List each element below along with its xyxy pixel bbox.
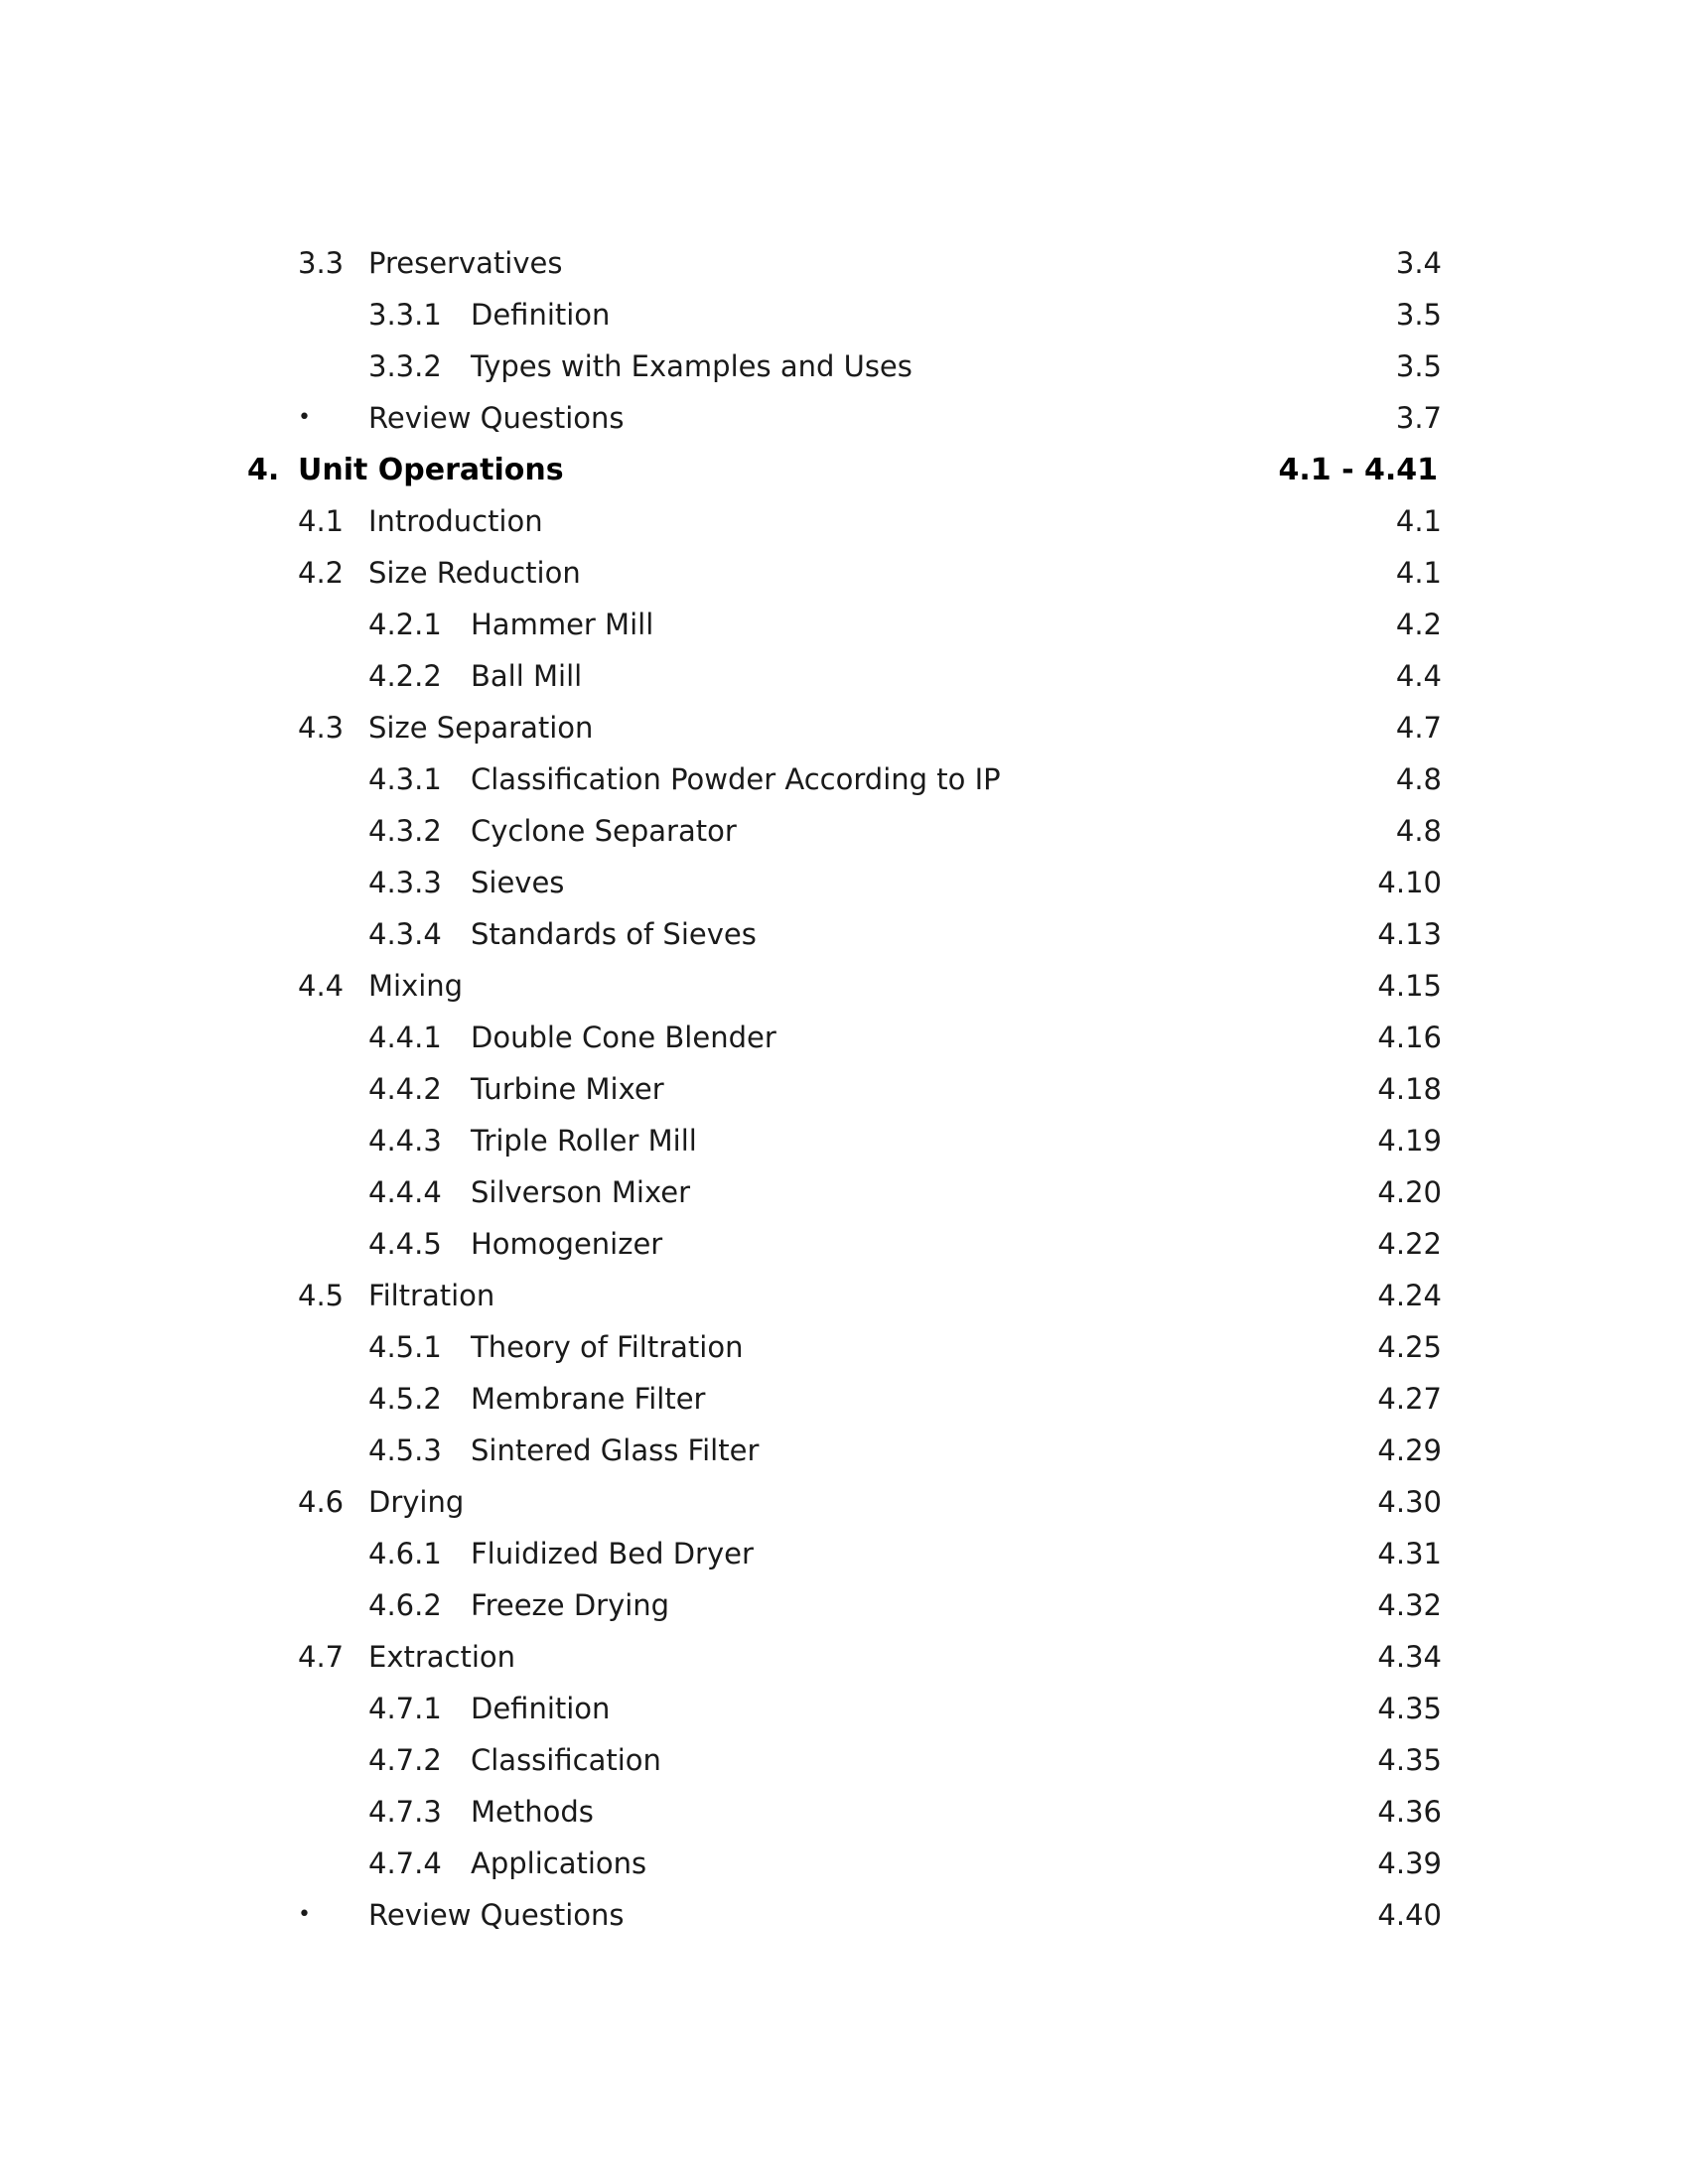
toc-page-number: 3.5 <box>1395 298 1442 332</box>
toc-entry-number: 4.6.1 <box>368 1537 442 1570</box>
toc-page-number: 4.1 <box>1395 504 1442 538</box>
toc-entry-title: Ball Mill <box>471 659 583 693</box>
toc-page-number: 4.29 <box>1377 1433 1442 1467</box>
toc-page-number: 4.34 <box>1377 1640 1442 1674</box>
toc-entry-number: 4.4.4 <box>368 1175 442 1209</box>
toc-entry-row[interactable] <box>0 1537 1688 1588</box>
toc-entry-number: 4.2.2 <box>368 659 442 693</box>
toc-entry-row[interactable] <box>0 608 1688 659</box>
toc-entry-number: 4.7.4 <box>368 1846 442 1880</box>
toc-entry-number: 4.5.2 <box>368 1382 442 1416</box>
toc-entry-title: Extraction <box>368 1640 516 1674</box>
toc-entry-number: 3.3.1 <box>368 298 442 332</box>
toc-entry-row[interactable] <box>0 401 1688 453</box>
toc-page-number: 4.8 <box>1395 814 1442 848</box>
toc-chapter-row[interactable] <box>0 453 1688 504</box>
toc-entry-title: Filtration <box>368 1279 495 1312</box>
toc-page-number: 4.31 <box>1377 1537 1442 1570</box>
toc-entry-title: Membrane Filter <box>471 1382 706 1416</box>
toc-entry-row[interactable] <box>0 917 1688 969</box>
toc-entry-title: Drying <box>368 1485 465 1519</box>
toc-entry-row[interactable] <box>0 1795 1688 1846</box>
toc-entry-title: Turbine Mixer <box>471 1072 664 1106</box>
toc-entry-row[interactable] <box>0 1692 1688 1743</box>
toc-entry-title: Review Questions <box>368 1898 625 1932</box>
toc-entry-title: Definition <box>471 298 611 332</box>
toc-entry-title: Freeze Drying <box>471 1588 670 1622</box>
toc-entry-row[interactable] <box>0 1640 1688 1692</box>
toc-entry-row[interactable] <box>0 659 1688 711</box>
toc-entry-number: 4.7.2 <box>368 1743 442 1777</box>
toc-entry-number: 4.4.3 <box>368 1124 442 1158</box>
toc-entry-number: 4.5.3 <box>368 1433 442 1467</box>
toc-entry-number: 4.4.2 <box>368 1072 442 1106</box>
toc-entry-title: Classification <box>471 1743 661 1777</box>
toc-entry-number: 4.7.3 <box>368 1795 442 1829</box>
toc-entry-row[interactable] <box>0 1124 1688 1175</box>
toc-page-number: 4.10 <box>1377 866 1442 899</box>
toc-entry-number: 4.4.5 <box>368 1227 442 1261</box>
toc-entry-title: Sieves <box>471 866 565 899</box>
toc-entry-row[interactable] <box>0 349 1688 401</box>
toc-entry-title: Applications <box>471 1846 647 1880</box>
toc-page-number: 4.18 <box>1377 1072 1442 1106</box>
toc-entry-row[interactable] <box>0 246 1688 298</box>
toc-entry-title: Definition <box>471 1692 611 1725</box>
toc-entry-row[interactable] <box>0 1485 1688 1537</box>
toc-entry-row[interactable] <box>0 1072 1688 1124</box>
toc-page-number: 4.15 <box>1377 969 1442 1003</box>
toc-entry-number: 4.7 <box>298 1640 345 1674</box>
toc-entry-title: Standards of Sieves <box>471 917 757 951</box>
toc-entry-row[interactable] <box>0 298 1688 349</box>
toc-page-number: 4.35 <box>1377 1743 1442 1777</box>
toc-entry-row[interactable] <box>0 711 1688 762</box>
toc-page-number: 4.40 <box>1377 1898 1442 1932</box>
toc-entry-title: Unit Operations <box>298 453 564 487</box>
toc-entry-row[interactable] <box>0 1175 1688 1227</box>
toc-entry-number: 4.2.1 <box>368 608 442 641</box>
toc-entry-row[interactable] <box>0 1846 1688 1898</box>
toc-page-number: 4.19 <box>1377 1124 1442 1158</box>
toc-entry-title: Double Cone Blender <box>471 1021 776 1054</box>
toc-entry-title: Types with Examples and Uses <box>471 349 913 383</box>
toc-entry-number: 4.4 <box>298 969 345 1003</box>
toc-page-number: 4.16 <box>1377 1021 1442 1054</box>
toc-entry-row[interactable] <box>0 1588 1688 1640</box>
toc-page-number: 4.39 <box>1377 1846 1442 1880</box>
toc-entry-number: 4. <box>247 453 280 487</box>
toc-entry-row[interactable] <box>0 1433 1688 1485</box>
toc-entry-title: Preservatives <box>368 246 563 280</box>
toc-entry-row[interactable] <box>0 556 1688 608</box>
toc-entry-number: 4.3.4 <box>368 917 442 951</box>
toc-page-number: 4.7 <box>1395 711 1442 745</box>
toc-page-number: 4.24 <box>1377 1279 1442 1312</box>
toc-entry-row[interactable] <box>0 1382 1688 1433</box>
toc-entry-title: Mixing <box>368 969 464 1003</box>
toc-entry-row[interactable] <box>0 504 1688 556</box>
toc-entry-number: 4.6.2 <box>368 1588 442 1622</box>
toc-entry-title: Sintered Glass Filter <box>471 1433 760 1467</box>
toc-entry-title: Homogenizer <box>471 1227 663 1261</box>
toc-page-number: 4.22 <box>1377 1227 1442 1261</box>
toc-page-number: 4.25 <box>1377 1330 1442 1364</box>
toc-entry-title: Size Separation <box>368 711 594 745</box>
toc-entry-number: 3.3 <box>298 246 345 280</box>
toc-entry-title: Introduction <box>368 504 543 538</box>
toc-entry-title: Cyclone Separator <box>471 814 737 848</box>
toc-entry-number: 4.3.2 <box>368 814 442 848</box>
toc-page-number: 4.13 <box>1377 917 1442 951</box>
toc-page-number: 4.8 <box>1395 762 1442 796</box>
toc-page-number: 3.4 <box>1395 246 1442 280</box>
toc-page-number: 4.32 <box>1377 1588 1442 1622</box>
toc-entry-row[interactable] <box>0 969 1688 1021</box>
toc-entry-title: Fluidized Bed Dryer <box>471 1537 754 1570</box>
toc-page-number: 4.36 <box>1377 1795 1442 1829</box>
toc-page-number: 4.27 <box>1377 1382 1442 1416</box>
toc-page-number: 4.20 <box>1377 1175 1442 1209</box>
toc-entry-number: 4.7.1 <box>368 1692 442 1725</box>
toc-entry-title: Triple Roller Mill <box>471 1124 697 1158</box>
toc-entry-number: 4.3 <box>298 711 345 745</box>
toc-entry-number: 4.3.1 <box>368 762 442 796</box>
bullet-icon: • <box>298 1902 311 1927</box>
toc-page-number: 4.4 <box>1395 659 1442 693</box>
toc-entry-row[interactable] <box>0 866 1688 917</box>
toc-entry-title: Methods <box>471 1795 594 1829</box>
toc-page-number: 4.1 <box>1395 556 1442 590</box>
toc-entry-title: Silverson Mixer <box>471 1175 691 1209</box>
toc-entry-row[interactable] <box>0 1227 1688 1279</box>
toc-page-number: 3.5 <box>1395 349 1442 383</box>
toc-entry-title: Classification Powder According to IP <box>471 762 1001 796</box>
toc-entry-number: 4.6 <box>298 1485 345 1519</box>
toc-entry-number: 4.5.1 <box>368 1330 442 1364</box>
toc-entry-row[interactable] <box>0 1279 1688 1330</box>
toc-entry-row[interactable] <box>0 1898 1688 1950</box>
toc-entry-number: 4.1 <box>298 504 345 538</box>
toc-page-number: 4.1 - 4.41 <box>1278 453 1438 487</box>
toc-entry-row[interactable] <box>0 1330 1688 1382</box>
toc-page-number: 4.35 <box>1377 1692 1442 1725</box>
toc-entry-title: Size Reduction <box>368 556 581 590</box>
toc-entry-row[interactable] <box>0 1021 1688 1072</box>
toc-entry-number: 4.5 <box>298 1279 345 1312</box>
toc-entry-title: Review Questions <box>368 401 625 435</box>
toc-entry-row[interactable] <box>0 762 1688 814</box>
toc-entry-title: Theory of Filtration <box>471 1330 744 1364</box>
toc-page-number: 4.30 <box>1377 1485 1442 1519</box>
toc-entry-number: 4.3.3 <box>368 866 442 899</box>
toc-entry-row[interactable] <box>0 1743 1688 1795</box>
toc-entry-number: 4.4.1 <box>368 1021 442 1054</box>
table-of-contents <box>0 246 1688 1950</box>
toc-page-number: 4.2 <box>1395 608 1442 641</box>
bullet-icon: • <box>298 405 311 430</box>
toc-entry-number: 4.2 <box>298 556 345 590</box>
toc-page-number: 3.7 <box>1395 401 1442 435</box>
toc-entry-number: 3.3.2 <box>368 349 442 383</box>
toc-entry-title: Hammer Mill <box>471 608 654 641</box>
toc-entry-row[interactable] <box>0 814 1688 866</box>
